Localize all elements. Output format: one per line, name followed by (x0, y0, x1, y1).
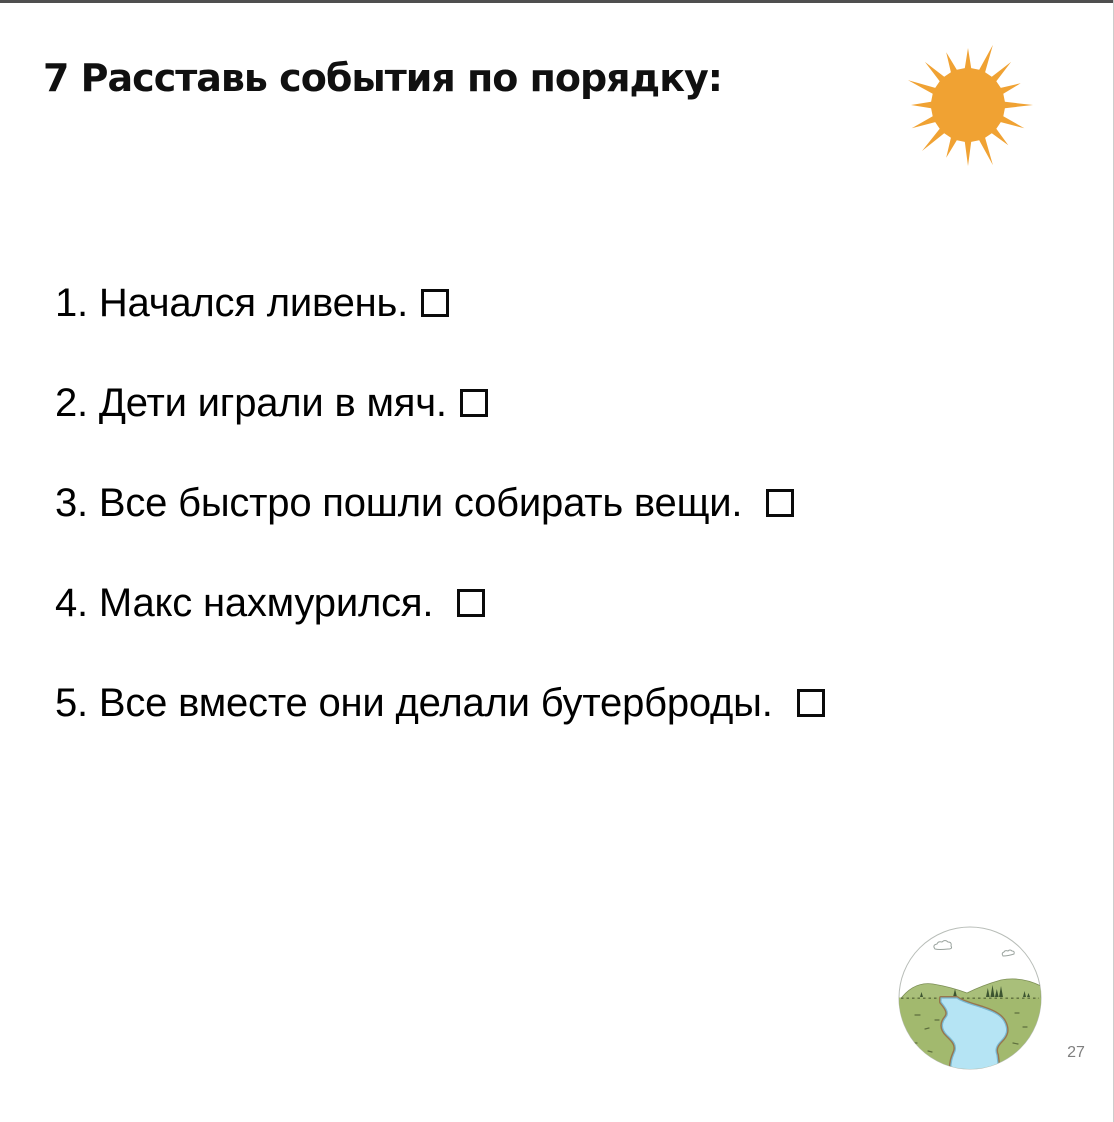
event-text: 2. Дети играли в мяч. (55, 381, 447, 425)
order-checkbox[interactable] (797, 689, 825, 717)
event-text: 4. Макс нахмурился. (55, 581, 445, 625)
page-number: 27 (1067, 1044, 1085, 1061)
list-item (55, 380, 825, 426)
events-list (55, 280, 825, 780)
page-title: 7 Расставь события по порядку: (43, 56, 722, 100)
list-item (55, 680, 825, 726)
event-text: 1. Начался ливень. (55, 281, 409, 325)
order-checkbox[interactable] (766, 489, 794, 517)
order-checkbox[interactable] (457, 589, 485, 617)
event-text: 5. Все вместе они делали бутерброды. (55, 681, 784, 725)
order-checkbox[interactable] (421, 289, 449, 317)
sun-icon (901, 38, 1035, 172)
river-landscape-illustration (895, 923, 1045, 1073)
top-border-line (0, 0, 1114, 3)
event-text: 3. Все быстро пошли собирать вещи. (55, 481, 754, 525)
order-checkbox[interactable] (460, 389, 488, 417)
list-item (55, 280, 825, 326)
list-item (55, 580, 825, 626)
list-item (55, 480, 825, 526)
